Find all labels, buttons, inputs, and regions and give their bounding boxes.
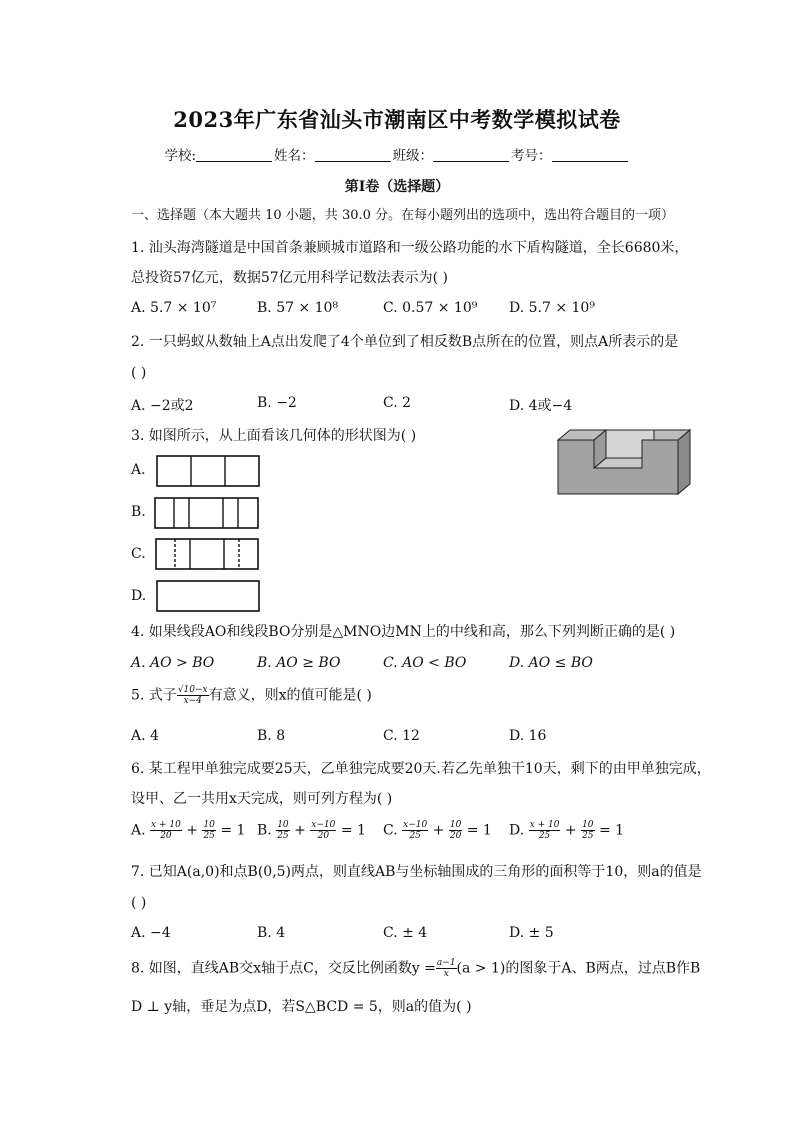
name-blank[interactable] <box>315 147 391 162</box>
q6-c-num2: 10 <box>449 820 462 830</box>
page-title: 2023年广东省汕头市潮南区中考数学模拟试卷 <box>173 107 621 132</box>
exam-info-line <box>0 144 794 164</box>
q2-line1: 2. 一只蚂蚁从数轴上A点出发爬了4个单位到了相反数B点所在的位置，则点A所表示的是 <box>131 334 679 350</box>
q7-line2: ( ) <box>131 895 147 911</box>
q6-option-a-label: A. <box>131 822 146 839</box>
q8-line2: D ⊥ y轴，垂足为点D，若S△BCD = 5，则a的值为( ) <box>131 999 472 1015</box>
school-label: 学校: <box>164 148 197 164</box>
q6-a-frac2 <box>202 820 215 841</box>
q6-d-frac1 <box>529 820 561 841</box>
exam-no-label: 考号： <box>511 148 552 164</box>
q8-suffix: (a > 1)的图象于A、B两点，过点B作B <box>456 960 701 977</box>
q6-line2: 设甲、乙一共用x天完成，则可列方程为( ) <box>131 791 393 807</box>
q3-option-a-figure <box>156 455 260 487</box>
q6-d-den1: 25 <box>538 831 551 841</box>
q6-c-rest: = 1 <box>466 822 492 839</box>
q1-option-b: B. 57 × 10⁸ <box>257 300 339 316</box>
section-title: 第Ⅰ卷（选择题） <box>344 179 450 195</box>
q4-line1: 4. 如果线段AO和线段BO分别是△MNO边MN上的中线和高，那么下列判断正确的是( ) <box>131 624 676 640</box>
q6-a-den2: 25 <box>203 831 215 841</box>
q6-a-num1: x + 10 <box>151 820 181 830</box>
q6-c-den1: 25 <box>409 831 421 841</box>
q6-a-rest: = 1 <box>220 822 246 839</box>
q6-c-den2: 20 <box>449 831 462 841</box>
q6-c-frac1 <box>402 820 428 841</box>
q5-option-c: C. 12 <box>383 728 420 744</box>
q1-line2: 总投资57亿元，数据57亿元用科学记数法表示为( ) <box>131 270 449 286</box>
q5-option-a: A. 4 <box>131 728 159 744</box>
q2-line2: ( ) <box>131 365 147 381</box>
q3-option-d: D. <box>131 588 147 604</box>
q8-prefix: 8. 如图，直线AB交x轴于点C，交反比例函数y = <box>131 960 436 977</box>
q2-option-b: B. −2 <box>257 395 297 411</box>
q3-option-c: C. <box>131 546 146 562</box>
q1-option-a: A. 5.7 × 10⁷ <box>131 300 217 316</box>
q1-line1: 1. 汕头海湾隧道是中国首条兼顾城市道路和一级公路功能的水下盾构隧道，全长6680米， <box>131 240 689 256</box>
q7-line1: 7. 已知A(a,0)和点B(0,5)两点，则直线AB与坐标轴围成的三角形的面积等于10，则a的值是 <box>131 864 702 880</box>
q8-line1 <box>131 958 700 979</box>
school-blank[interactable] <box>196 147 272 162</box>
q6-option-d-label: D. <box>509 822 525 839</box>
q6-a-num2: 10 <box>203 820 215 830</box>
q6-b-frac1 <box>276 820 289 841</box>
q4-option-d: D. AO ≤ BO <box>509 655 593 671</box>
q5-option-b: B. 8 <box>257 728 286 744</box>
q6-b-frac2 <box>310 820 336 841</box>
q6-d-rest: = 1 <box>598 822 625 839</box>
q4-option-b: B. AO ≥ BO <box>257 655 341 671</box>
q5-suffix: 有意义，则x的值可能是( ) <box>208 687 372 704</box>
q3-line1: 3. 如图所示，从上面看该几何体的形状图为( ) <box>131 428 417 444</box>
q6-b-den1: 25 <box>277 831 289 841</box>
q5-prefix: 5. 式子 <box>131 687 177 704</box>
q6-option-a: A. $\frac{x + 10}{20}$ + $\frac{10}{25}$ = 1 <box>131 820 246 841</box>
q6-option-d: D. $\frac{x + 10}{25}$ + $\frac{10}{25}$ = 1 <box>509 820 625 841</box>
q3-option-a: A. <box>131 462 146 478</box>
q7-option-d: D. ± 5 <box>509 925 554 941</box>
q8-fraction <box>436 958 457 979</box>
q6-line1: 6. 某工程甲单独完成要25天，乙单独完成要20天.若乙先单独干10天，剩下的由甲单独完成， <box>131 761 711 777</box>
q6-d-frac2 <box>581 820 594 841</box>
q6-d-num2: 10 <box>582 820 594 830</box>
q6-b-den2: 20 <box>317 831 330 841</box>
section-intro: 一、选择题（本大题共 10 小题，共 30.0 分。在每小题列出的选项中，选出符合题目的一项） <box>131 208 675 223</box>
q5-fraction <box>177 685 209 706</box>
q3-option-c-figure <box>155 538 259 570</box>
q6-option-c: C. $\frac{x-10}{25}$ + $\frac{10}{20}$ = 1 <box>383 820 492 841</box>
q6-d-num1: x + 10 <box>529 820 560 830</box>
q5-frac-den: x−4 <box>183 696 202 706</box>
q5-line1 <box>131 685 372 706</box>
class-label: 班级： <box>392 148 434 164</box>
q6-a-den1: 20 <box>160 831 172 841</box>
q4-option-a: A. AO > BO <box>131 655 215 671</box>
q6-a-frac1 <box>150 820 182 841</box>
q6-c-frac2 <box>449 820 462 841</box>
q6-b-num2: x−10 <box>311 820 336 830</box>
q8-frac-den: x <box>443 969 449 979</box>
q7-option-b: B. 4 <box>257 925 286 941</box>
q6-d-den2: 25 <box>582 831 594 841</box>
q7-option-a: A. −4 <box>131 925 171 941</box>
q1-option-c: C. 0.57 × 10⁹ <box>383 300 478 316</box>
q3-option-b-figure <box>154 497 259 529</box>
name-label: 姓名： <box>274 148 315 164</box>
q3-option-b: B. <box>131 504 146 520</box>
q5-option-d: D. 16 <box>509 728 547 744</box>
q7-option-c: C. ± 4 <box>383 925 428 941</box>
q5-frac-num: √10−x <box>177 685 208 695</box>
q2-option-a: A. −2或2 <box>131 398 194 414</box>
q6-c-num1: x−10 <box>403 820 428 830</box>
q2-option-c: C. 2 <box>383 395 412 411</box>
exam-no-blank[interactable] <box>552 147 628 162</box>
q6-b-rest: = 1 <box>340 822 366 839</box>
class-blank[interactable] <box>433 147 509 162</box>
q2-option-d: D. 4或−4 <box>509 398 573 414</box>
q6-option-c-label: C. <box>383 822 398 839</box>
q4-option-c: C. AO < BO <box>383 655 467 671</box>
q1-option-d: D. 5.7 × 10⁹ <box>509 300 595 316</box>
q6-option-b: B. $\frac{10}{25}$ + $\frac{x-10}{20}$ = 1 <box>257 820 366 841</box>
q6-b-num1: 10 <box>277 820 289 830</box>
q3-solid-figure <box>556 428 691 496</box>
q6-option-b-label: B. <box>257 822 272 839</box>
q8-frac-num: a−1 <box>436 958 456 968</box>
q3-option-d-figure <box>156 580 260 612</box>
